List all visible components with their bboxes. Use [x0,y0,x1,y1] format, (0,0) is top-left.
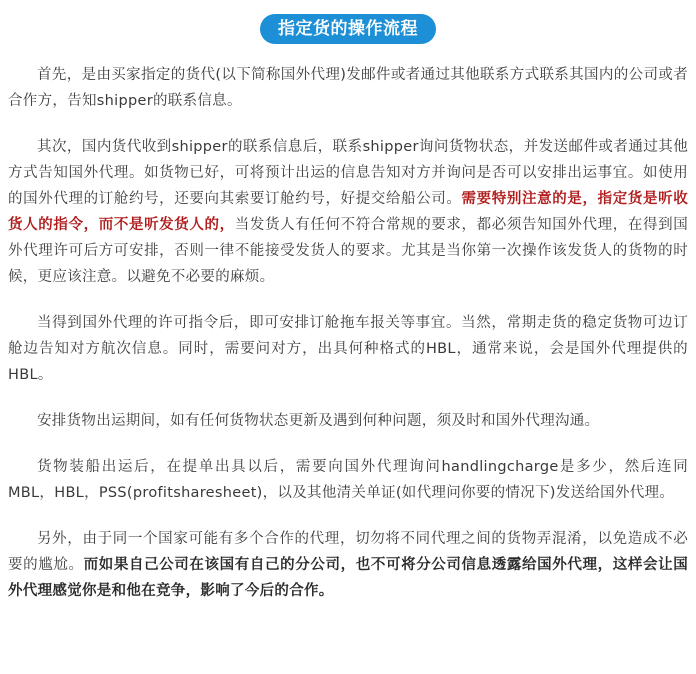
paragraph-1-text: 首先，是由买家指定的货代(以下简称国外代理)发邮件或者通过其他联系方式联系其国内的公司或者合作方，告知shipper的联系信息。 [8,67,688,109]
paragraph-2-text-a: 其次，国内货代收到shipper的联系信息后，联系shipper询问货物状态，并发送邮件或者通过其他方式告知国外代理。如货物已好，可将预计出运的信息告知对方并询问是否可以安排出运事宜。如使用的国外代理的订舱约号，还要向其索要订舱约号，好提交给船公司。 [8,139,688,207]
paragraph-3-text: 当得到国外代理的许可指令后，即可安排订舱拖车报关等事宜。当然，常期走货的稳定货物可边订舱边告知对方航次信息。同时，需要问对方，出具何种格式的HBL，通常来说，会是国外代理提供的HBL。 [8,315,688,383]
paragraph-4-text: 安排货物出运期间，如有任何货物状态更新及遇到何种问题，须及时和国外代理沟通。 [37,413,600,429]
paragraph-2 [8,134,688,290]
paragraph-4 [8,408,688,434]
paragraph-1 [8,62,688,114]
paragraph-6-text: 另外，由于同一个国家可能有多个合作的代理，切勿将不同代理之间的货物弄混淆，以免造成不必要的尴尬。 [8,531,688,573]
paragraph-3 [8,310,688,388]
paragraph-6 [8,526,688,604]
section-title: 指定货的操作流程 [260,14,436,44]
paragraph-5 [8,454,688,506]
title-bar [8,14,688,48]
paragraph-5-text: 货物装船出运后，在提单出具以后，需要向国外代理询问handlingcharge是多少，然后连同MBL，HBL，PSS(profitsharesheet)，以及其他清关单证(如代理问你要的情况下)发送给国外代理。 [8,459,688,501]
paragraph-2-emphasis: 需要特别注意的是，指定货是听收货人的指令，而不是听发货人的， [8,191,689,233]
paragraph-2-text-b: 当发货人有任何不符合常规的要求，都必须告知国外代理，在得到国外代理许可后方可安排，否则一律不能接受发货人的要求。尤其是当你第一次操作该发货人的货物的时候，更应该注意。以避免不必要的麻烦。 [8,217,689,285]
paragraph-6-bold: 而如果自己公司在该国有自己的分公司，也不可将分公司信息透露给国外代理，这样会让国外代理感觉你是和他在竞争，影响了今后的合作。 [8,557,688,599]
